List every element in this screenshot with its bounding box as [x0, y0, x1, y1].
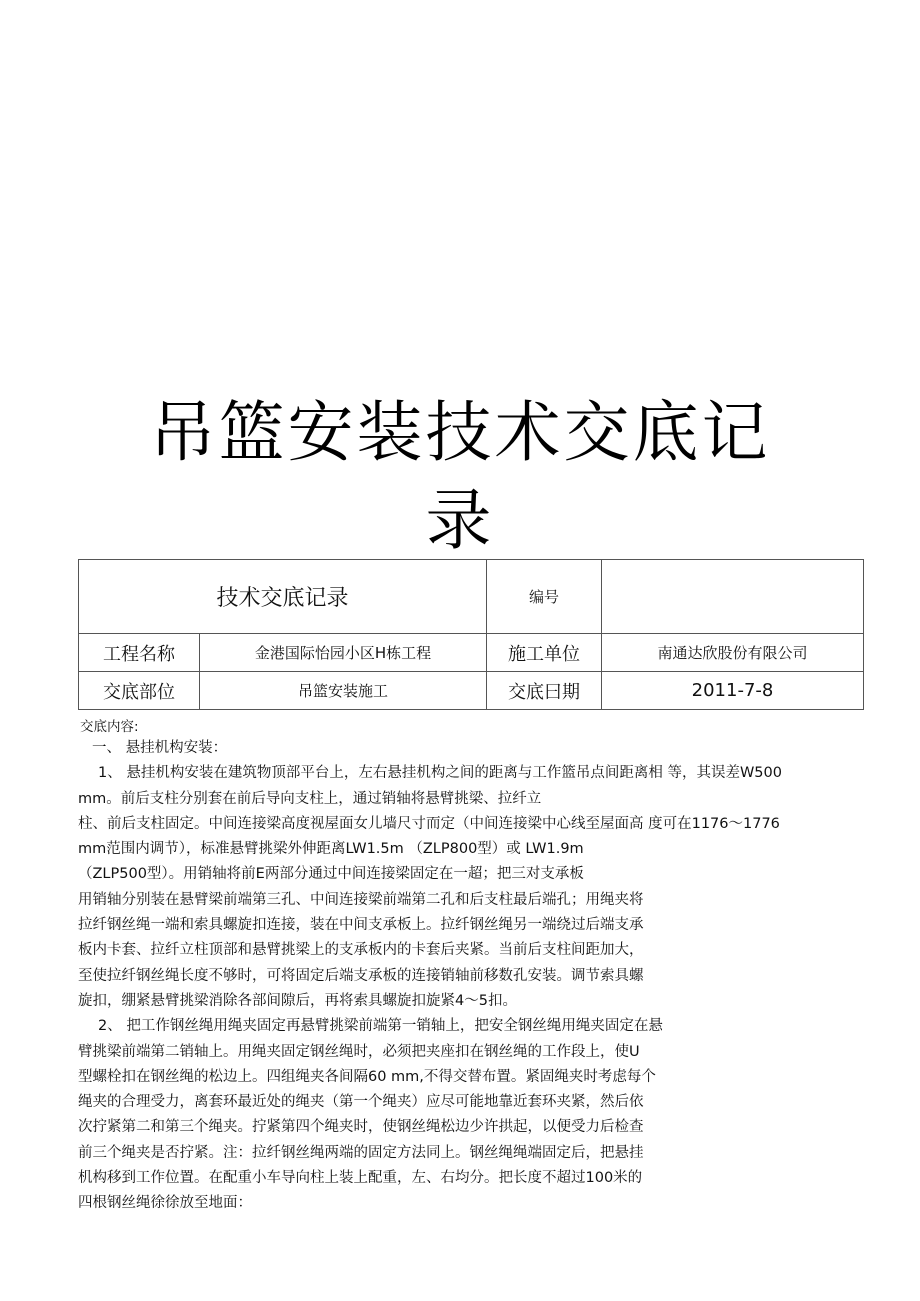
- paragraph-line: 四根钢丝绳徐徐放至地面：: [78, 1195, 252, 1212]
- briefing-part-label: 交底部位: [79, 672, 200, 710]
- paragraph-line: 柱、前后支柱固定。中间连接梁高度视屋面女儿墙尺寸而定（中间连接梁中心线至屋面高 度可在1176～1776: [78, 815, 780, 832]
- paragraph-line: 旋扣，绷紧悬臂挑梁消除各部间隙后，再将索具螺旋扣旋紧4～5扣。: [78, 992, 517, 1009]
- record-header: 技术交底记录: [79, 560, 487, 634]
- paragraph-line: 型螺栓扣在钢丝绳的松边上。四组绳夹各间隔60 mm,不得交替布置。紧固绳夹时考虑每个: [78, 1068, 656, 1085]
- paragraph-line: （ZLP500型）。用销轴将前E两部分通过中间连接梁固定在一超；把三对支承板: [78, 866, 584, 883]
- paragraph-line: 次拧紧第二和第三个绳夹。拧紧第四个绳夹时，使钢丝绳松边少许拱起，以便受力后检查: [78, 1119, 644, 1136]
- paragraph-line: 1、 悬挂机构安装在建筑物顶部平台上，左右悬挂机构之间的距离与工作篮吊点间距离相 等，其误差W500: [98, 765, 782, 782]
- construction-unit-label: 施工单位: [487, 634, 602, 672]
- document-title-line-1: 吊篮安装技术交底记: [149, 394, 771, 471]
- paragraph-line: 板内卡套、拉纤立柱顶部和悬臂挑梁上的支承板内的卡套后夹紧。当前后支柱间距加大，: [78, 942, 644, 959]
- section-heading: 一、 悬挂机构安装：: [92, 740, 228, 756]
- briefing-content: [78, 718, 838, 1217]
- paragraph-line: 前三个绳夹是否拧紧。注：拉纤钢丝绳两端的固定方法同上。钢丝绳绳端固定后，把悬挂: [78, 1144, 644, 1161]
- paragraph-line: 绳夹的合理受力，离套环最近处的绳夹（第一个绳夹）应尽可能地靠近套环夹紧，然后依: [78, 1094, 644, 1111]
- paragraph-line: 用销轴分别装在悬臂梁前端第三孔、中间连接梁前端第二孔和后支柱最后端孔；用绳夹将: [78, 891, 644, 908]
- number-value: [602, 560, 864, 634]
- paragraph-line: 拉纤钢丝绳一端和索具螺旋扣连接，装在中间支承板上。拉纤钢丝绳另一端绕过后端支承: [78, 917, 644, 934]
- paragraph-line: 至使拉纤钢丝绳长度不够时，可将固定后端支承板的连接销轴前移数孔安装。调节索具螺: [78, 967, 644, 984]
- briefing-part-value: 吊篮安装施工: [200, 672, 487, 710]
- content-label: 交底内容:: [80, 719, 139, 735]
- record-table: [78, 559, 864, 710]
- construction-unit-value: 南通达欣股份有限公司: [602, 634, 864, 672]
- paragraph-line: 臂挑梁前端第二销轴上。用绳夹固定钢丝绳时，必须把夹座扣在钢丝绳的工作段上，使U: [78, 1043, 640, 1060]
- paragraph-line: mm范围内调节），标准悬臂挑梁外伸距离LW1.5m （ZLP800型）或 LW1.9m: [78, 841, 584, 858]
- project-name-label: 工程名称: [79, 634, 200, 672]
- project-name-value: 金港国际怡园小区H栋工程: [200, 634, 487, 672]
- number-label: 编号: [487, 560, 602, 634]
- briefing-date-label: 交底曰期: [487, 672, 602, 710]
- briefing-date-value: 2011-7-8: [602, 672, 864, 710]
- paragraph-line: 机构移到工作位置。在配重小车导向柱上装上配重，左、右均分。把长度不超过100米的: [78, 1170, 643, 1187]
- paragraph-line: mm。前后支柱分别套在前后导向支柱上，通过销轴将悬臂挑梁、拉纤立: [78, 790, 542, 807]
- document-title-line-2: 录: [425, 482, 495, 559]
- paragraph-line: 2、 把工作钢丝绳用绳夹固定再悬臂挑梁前端第一销轴上，把安全钢丝绳用绳夹固定在悬: [98, 1018, 663, 1035]
